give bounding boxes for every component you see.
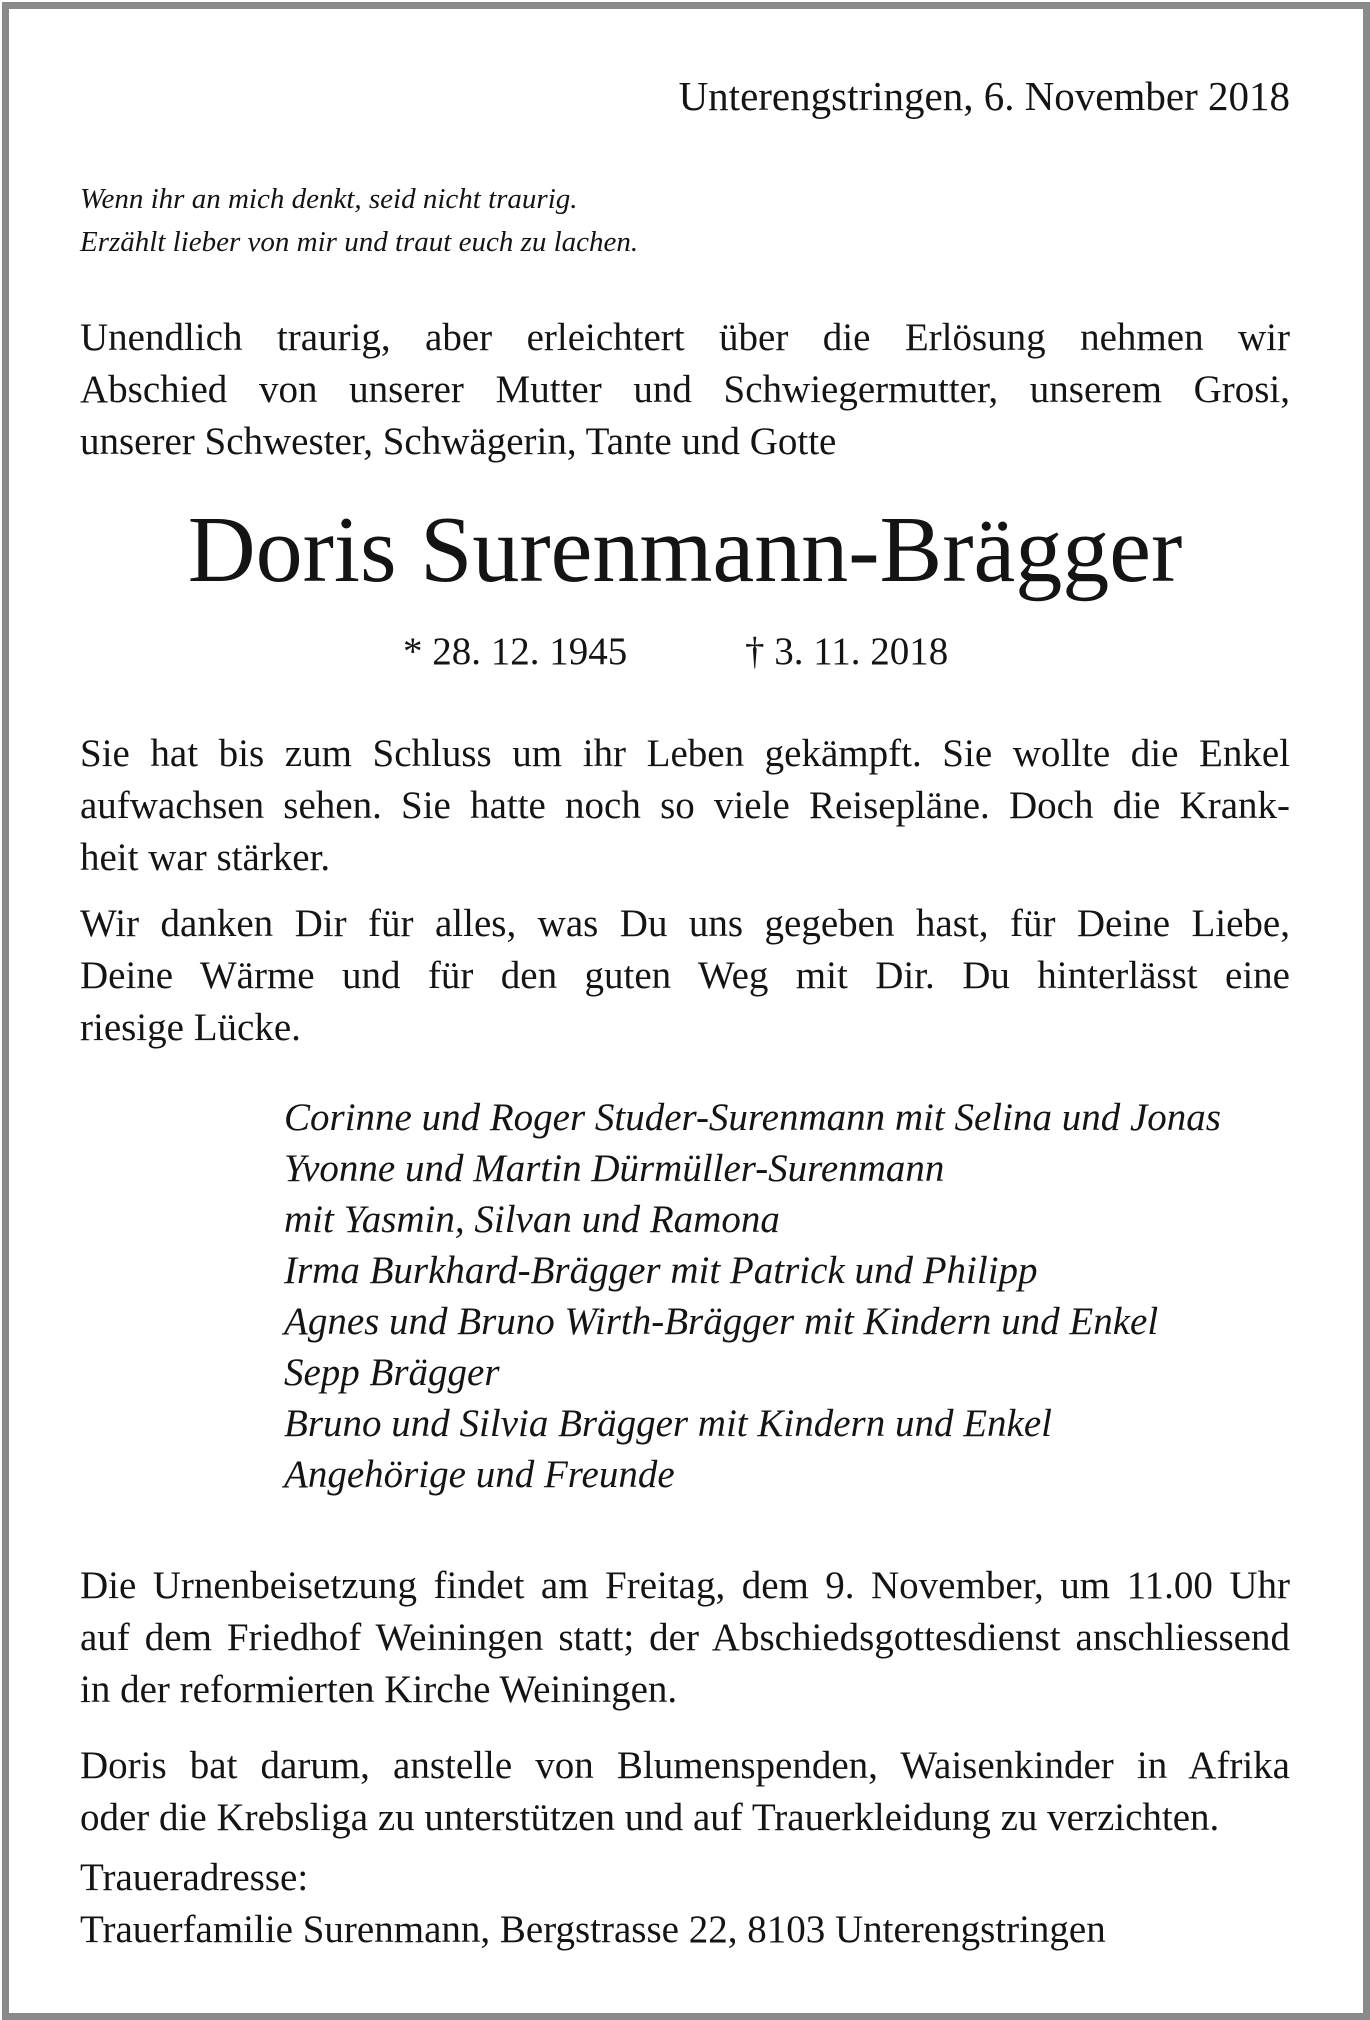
mourner-entry: Corinne und Roger Studer-Surenmann mit Selina und Jonas — [284, 1096, 1221, 1139]
thanks-line: Wir danken Dir für alles, was Du uns gegeben hast, für Deine Liebe, — [80, 902, 1290, 945]
donation-line: Doris bat darum, anstelle von Blumenspenden, Waisenkinder in Afrika — [80, 1744, 1290, 1787]
motto-line: Wenn ihr an mich denkt, seid nicht traurig. — [80, 183, 578, 215]
thanks-paragraph — [80, 898, 1290, 1054]
life-line: aufwachsen sehen. Sie hatte noch so viele Reisepläne. Doch die Krank- — [80, 784, 1290, 827]
life-line: Sie hat bis zum Schluss um ihr Leben gekämpft. Sie wollte die Enkel — [80, 732, 1290, 775]
mourner-entry: Angehörige und Freunde — [284, 1453, 675, 1496]
mourner-entry: Sepp Brägger — [284, 1351, 500, 1394]
deceased-name: Doris Surenmann-Brägger — [187, 498, 1183, 602]
mourner-entry: Agnes und Bruno Wirth-Brägger mit Kindern und Enkel — [284, 1300, 1159, 1343]
mourner-entry: mit Yasmin, Silvan und Ramona — [284, 1198, 780, 1241]
motto-quote — [80, 178, 1290, 264]
life-paragraph — [80, 728, 1290, 884]
mourner-entry: Irma Burkhard-Brägger mit Patrick und Philipp — [284, 1249, 1038, 1292]
donation-paragraph — [80, 1740, 1290, 1844]
thanks-line: Deine Wärme und für den guten Weg mit Dir. Du hinterlässt eine — [80, 954, 1290, 997]
life-line: heit war stärker. — [80, 836, 331, 879]
intro-line: Unendlich traurig, aber erleichtert über die Erlösung nehmen wir — [80, 316, 1290, 359]
funeral-line: in der reformierten Kirche Weiningen. — [80, 1668, 678, 1711]
motto-line: Erzählt lieber von mir und traut euch zu lachen. — [80, 226, 639, 258]
thanks-line: riesige Lücke. — [80, 1006, 301, 1049]
funeral-line: auf dem Friedhof Weiningen statt; der Abschiedsgottesdienst anschliessend — [80, 1616, 1290, 1659]
intro-line: Abschied von unserer Mutter und Schwiegermutter, unserem Grosi, — [80, 368, 1290, 411]
funeral-line: Die Urnenbeisetzung findet am Freitag, dem 9. November, um 11.00 Uhr — [80, 1564, 1290, 1607]
intro-line: unserer Schwester, Schwägerin, Tante und Gotte — [80, 420, 837, 463]
mourning-address — [80, 1852, 1290, 1956]
funeral-paragraph — [80, 1560, 1290, 1716]
address-label: Traueradresse: — [80, 1856, 309, 1899]
address-text: Trauerfamilie Surenmann, Bergstrasse 22, 8103 Unterengstringen — [80, 1908, 1106, 1951]
birth-date: * 28. 12. 1945 — [403, 630, 628, 673]
dateline: Unterengstringen, 6. November 2018 — [678, 73, 1290, 119]
mourner-entry: Yvonne und Martin Dürmüller-Surenmann — [284, 1147, 945, 1190]
donation-line: oder die Krebsliga zu unterstützen und auf Trauerkleidung zu verzichten. — [80, 1796, 1220, 1839]
intro-paragraph — [80, 312, 1290, 468]
death-date: † 3. 11. 2018 — [745, 630, 949, 673]
mourners-list — [284, 1092, 1304, 1500]
mourner-entry: Bruno und Silvia Brägger mit Kindern und Enkel — [284, 1402, 1053, 1445]
